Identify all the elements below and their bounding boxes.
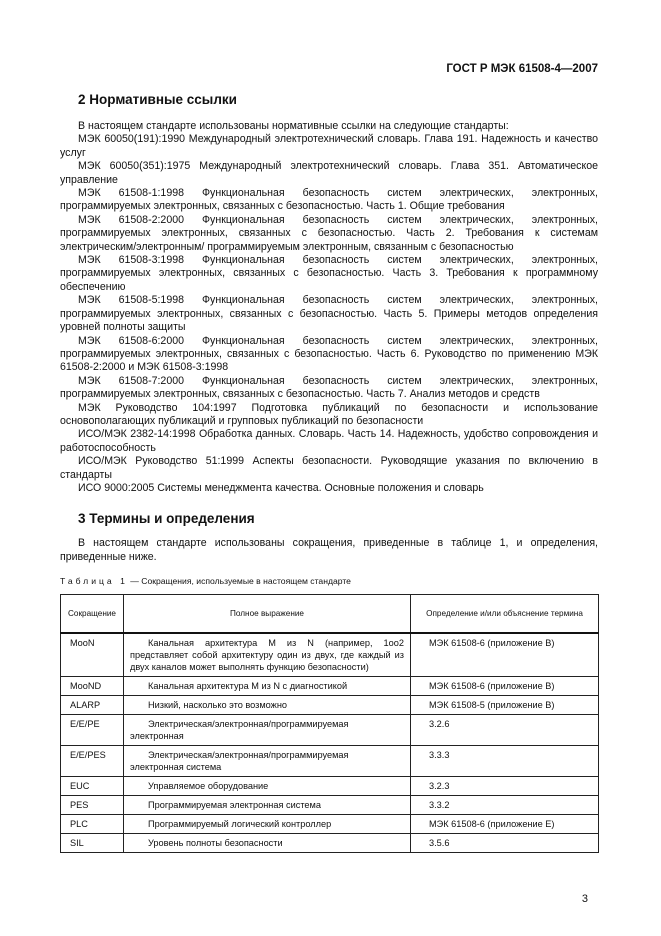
section-2-heading: 2 Нормативные ссылки xyxy=(78,92,237,107)
full-expression-cell xyxy=(124,633,411,677)
definition-cell: 3.3.2 xyxy=(411,796,599,815)
full-expression-text: Управляемое оборудование xyxy=(148,781,269,792)
definition-cell: 3.3.3 xyxy=(411,746,599,777)
references-intro: В настоящем стандарте использованы нормативные ссылки на следующие стандарты: xyxy=(78,120,509,132)
abbreviation-cell: PLC xyxy=(61,815,124,834)
abbreviation-cell: EUC xyxy=(61,777,124,796)
caption-text: — Сокращения, используемые в настоящем стандарте xyxy=(127,576,351,587)
abbreviation-cell: ALARP xyxy=(61,696,124,715)
page-number: 3 xyxy=(581,893,588,906)
table-caption xyxy=(60,576,598,587)
caption-label: Таблица 1 xyxy=(60,576,128,587)
full-expression-cell xyxy=(124,677,411,696)
full-expression-text: Электрическая/электронная/программируемая электронная система xyxy=(130,750,349,773)
table-row xyxy=(61,834,599,853)
abbreviations-table xyxy=(60,594,599,853)
full-expression-cell xyxy=(124,815,411,834)
header-full-expression: Полное выражение xyxy=(124,595,411,634)
reference-item: МЭК 61508-5:1998 Функциональная безопасность систем электрических, электронных, программируемых электронных, связанных с безопасностью. Часть 5. Примеры методов определения уровней полноты защиты xyxy=(60,294,598,334)
reference-item: МЭК 61508-7:2000 Функциональная безопасность систем электрических, электронных, программируемых электронных, связанных с безопасностью. Часть 7. Анализ методов и средств xyxy=(60,374,598,401)
table-row xyxy=(61,777,599,796)
normative-references xyxy=(60,120,598,495)
table-row xyxy=(61,696,599,715)
table-row xyxy=(61,796,599,815)
full-expression-text: Уровень полноты безопасности xyxy=(148,838,283,849)
table-row xyxy=(61,715,599,746)
section-3-heading: 3 Термины и определения xyxy=(78,511,255,527)
full-expression-text: Электрическая/электронная/программируемая электронная xyxy=(130,719,349,742)
header-definition: Определение и/или объяснение термина xyxy=(411,595,599,634)
full-expression-text: Низкий, насколько это возможно xyxy=(148,700,288,711)
full-expression-text: Канальная архитектура M из N с диагностикой xyxy=(148,681,348,692)
abbreviation-cell: MooND xyxy=(61,677,124,696)
reference-item: ИСО/МЭК Руководство 51:1999 Аспекты безопасности. Руководящие указания по включению в стандарты xyxy=(60,455,598,481)
full-expression-cell xyxy=(124,777,411,796)
full-expression-cell xyxy=(124,715,411,746)
abbreviation-cell: PES xyxy=(61,796,124,815)
reference-item: МЭК 60050(351):1975 Международный электротехнический словарь. Глава 351. Автоматическое управление xyxy=(60,160,598,186)
table-row xyxy=(61,815,599,834)
definition-cell: МЭК 61508-6 (приложение В) xyxy=(411,677,599,696)
definition-cell: МЭК 61508-5 (приложение В) xyxy=(411,696,599,715)
full-expression-cell xyxy=(124,834,411,853)
definition-cell: 3.2.6 xyxy=(411,715,599,746)
reference-item: МЭК Руководство 104:1997 Подготовка публикаций по безопасности и использование основополагающих публикаций и групповых публикаций по безопасности xyxy=(60,401,598,427)
abbreviation-cell: MooN xyxy=(61,633,124,677)
reference-item: МЭК 60050(191):1990 Международный электротехнический словарь. Глава 191. Надежность и качество услуг xyxy=(60,133,598,159)
full-expression-text: Программируемый логический контроллер xyxy=(148,819,332,830)
reference-item: ИСО/МЭК 2382-14:1998 Обработка данных. Словарь. Часть 14. Надежность, удобство сопровождения и работоспособность xyxy=(60,428,598,454)
full-expression-cell xyxy=(124,696,411,715)
header-abbreviation: Сокращение xyxy=(61,595,124,634)
full-expression-text: Канальная архитектура M из N (например, 1oo2 представляет собой архитектуру один из двух, где каждый из двух каналов может выполнять функцию безопасности) xyxy=(130,638,404,673)
definition-cell: 3.5.6 xyxy=(411,834,599,853)
full-expression-text: Программируемая электронная система xyxy=(148,800,321,811)
definition-cell: МЭК 61508-6 (приложение Е) xyxy=(411,815,599,834)
abbreviation-cell: SIL xyxy=(61,834,124,853)
table-row xyxy=(61,633,599,677)
reference-item: МЭК 61508-3:1998 Функциональная безопасность систем электрических, электронных, программируемых электронных, связанных с безопасностью. Часть 3. Требования к программному обеспечению xyxy=(60,254,598,293)
abbreviation-cell: E/E/PES xyxy=(61,746,124,777)
table-row xyxy=(61,746,599,777)
document-header: ГОСТ Р МЭК 61508-4—2007 xyxy=(446,63,598,75)
reference-item: МЭК 61508-1:1998 Функциональная безопасность систем электрических, электронных, программируемых электронных, связанных с безопасностью. Часть 1. Общие требования xyxy=(60,187,598,213)
section-3-intro xyxy=(60,537,598,564)
reference-item: МЭК 61508-2:2000 Функциональная безопасность систем электрических, электронных, программируемых электронных, связанных с безопасностью. Часть 2. Требования к системам электрическим/электронным/ программируемым электронным, связанным с безопасностью xyxy=(60,213,598,253)
full-expression-cell xyxy=(124,746,411,777)
definition-cell: 3.2.3 xyxy=(411,777,599,796)
abbreviation-cell: E/E/PE xyxy=(61,715,124,746)
intro-paragraph: В настоящем стандарте использованы сокращения, приведенные в таблице 1, и определения, приведенные ниже. xyxy=(60,537,598,563)
reference-item: МЭК 61508-6:2000 Функциональная безопасность систем электрических, электронных, программируемых электронных, связанных с безопасностью. Часть 6. Руководство по применению МЭК 61508-2:2000 и МЭК 61508-3:1998 xyxy=(60,334,598,374)
full-expression-cell xyxy=(124,796,411,815)
reference-item: ИСО 9000:2005 Системы менеджмента качества. Основные положения и словарь xyxy=(78,481,484,494)
definition-cell: МЭК 61508-6 (приложение В) xyxy=(411,633,599,677)
table-row xyxy=(61,677,599,696)
